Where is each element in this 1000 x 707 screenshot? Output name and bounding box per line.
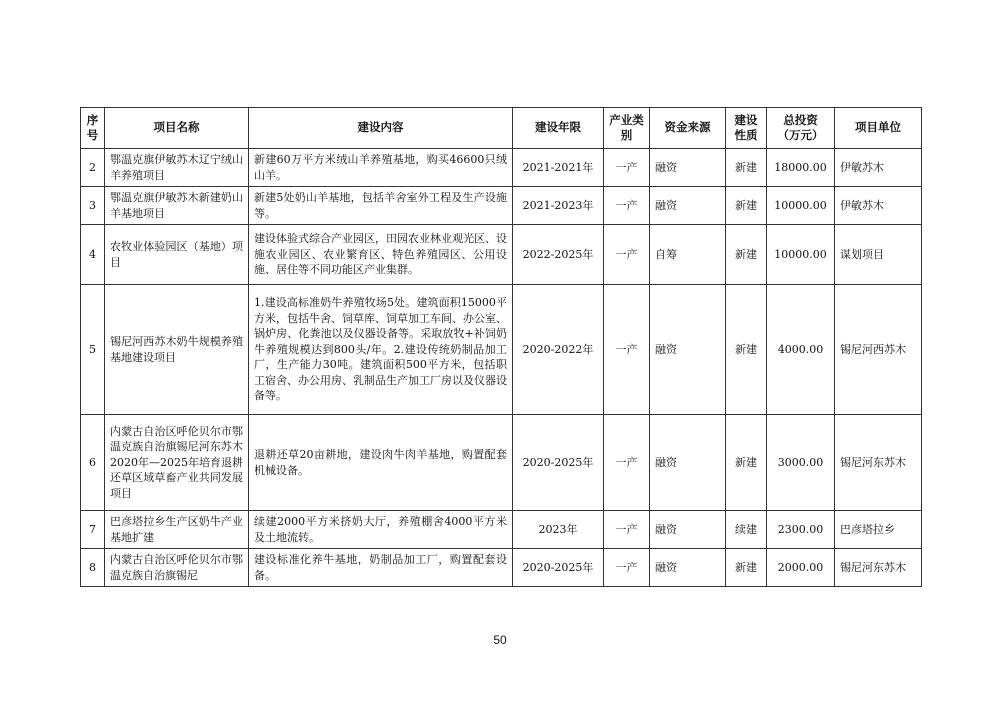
header-unit: 项目单位 <box>835 108 922 149</box>
table-row <box>81 285 922 415</box>
cell-content: 建设体验式综合产业园区，田园农业林业观光区、设施农业园区、农业繁育区、特色养殖园区、公用设施、居住等不同功能区产业集群。 <box>249 225 513 285</box>
cell-content: 退耕还草20亩耕地，建设肉牛肉羊基地，购置配套机械设备。 <box>249 415 513 511</box>
cell-industry: 一产 <box>604 149 650 187</box>
cell-industry: 一产 <box>604 549 650 587</box>
table-row <box>81 511 922 549</box>
cell-funding: 融资 <box>650 511 726 549</box>
cell-seq: 3 <box>81 187 105 225</box>
cell-funding: 融资 <box>650 549 726 587</box>
cell-content: 新建5处奶山羊基地，包括羊舍室外工程及生产设施等。 <box>249 187 513 225</box>
cell-unit: 锡尼河东苏木 <box>835 415 922 511</box>
page-number: 50 <box>493 633 507 647</box>
table-row <box>81 225 922 285</box>
header-seq: 序号 <box>81 108 105 149</box>
cell-nature: 续建 <box>726 511 767 549</box>
cell-seq: 6 <box>81 415 105 511</box>
table-row <box>81 549 922 587</box>
cell-funding: 融资 <box>650 285 726 415</box>
cell-unit: 巴彦塔拉乡 <box>835 511 922 549</box>
cell-nature: 新建 <box>726 415 767 511</box>
header-name: 项目名称 <box>105 108 249 149</box>
cell-nature: 新建 <box>726 549 767 587</box>
cell-investment: 3000.00 <box>767 415 835 511</box>
table-row <box>81 187 922 225</box>
cell-period: 2022-2025年 <box>513 225 604 285</box>
cell-period: 2021-2023年 <box>513 187 604 225</box>
cell-name: 巴彦塔拉乡生产区奶牛产业基地扩建 <box>105 511 249 549</box>
cell-name: 农牧业体验园区（基地）项目 <box>105 225 249 285</box>
header-nature: 建设性质 <box>726 108 767 149</box>
cell-nature: 新建 <box>726 149 767 187</box>
cell-name: 鄂温克旗伊敏苏木辽宁绒山羊养殖项目 <box>105 149 249 187</box>
header-industry: 产业类别 <box>604 108 650 149</box>
cell-funding: 融资 <box>650 187 726 225</box>
cell-name: 内蒙古自治区呼伦贝尔市鄂温克族自治旗锡尼 <box>105 549 249 587</box>
cell-nature: 新建 <box>726 285 767 415</box>
cell-investment: 2000.00 <box>767 549 835 587</box>
cell-name: 锡尼河西苏木奶牛规模养殖基地建设项目 <box>105 285 249 415</box>
cell-name: 鄂温克旗伊敏苏木新建奶山羊基地项目 <box>105 187 249 225</box>
cell-nature: 新建 <box>726 187 767 225</box>
cell-content: 1.建设高标准奶牛养殖牧场5处。建筑面积15000平方米，包括牛舍、饲草库、饲草加工车间、办公室、锅炉房、化粪池以及仪器设备等。采取放牧+补饲奶牛养殖规模达到800头/年。2.建设传统奶制品加工厂，生产能力30吨。建筑面积500平方米，包括职工宿舍、办公用房、乳制品生产加工厂房以及仪器设备等。 <box>249 285 513 415</box>
table-row <box>81 149 922 187</box>
cell-unit: 锡尼河西苏木 <box>835 285 922 415</box>
cell-period: 2023年 <box>513 511 604 549</box>
cell-industry: 一产 <box>604 285 650 415</box>
cell-unit: 伊敏苏木 <box>835 149 922 187</box>
header-funding: 资金来源 <box>650 108 726 149</box>
cell-funding: 自筹 <box>650 225 726 285</box>
cell-investment: 10000.00 <box>767 187 835 225</box>
cell-seq: 5 <box>81 285 105 415</box>
cell-content: 新建60万平方米绒山羊养殖基地，购买46600只绒山羊。 <box>249 149 513 187</box>
cell-period: 2020-2022年 <box>513 285 604 415</box>
cell-seq: 7 <box>81 511 105 549</box>
header-investment: 总投资（万元） <box>767 108 835 149</box>
cell-investment: 10000.00 <box>767 225 835 285</box>
cell-funding: 融资 <box>650 149 726 187</box>
cell-investment: 4000.00 <box>767 285 835 415</box>
cell-investment: 18000.00 <box>767 149 835 187</box>
cell-investment: 2300.00 <box>767 511 835 549</box>
cell-period: 2021-2021年 <box>513 149 604 187</box>
cell-unit: 伊敏苏木 <box>835 187 922 225</box>
cell-period: 2020-2025年 <box>513 549 604 587</box>
cell-nature: 新建 <box>726 225 767 285</box>
table-row <box>81 415 922 511</box>
cell-seq: 8 <box>81 549 105 587</box>
cell-seq: 2 <box>81 149 105 187</box>
header-content: 建设内容 <box>249 108 513 149</box>
cell-funding: 融资 <box>650 415 726 511</box>
cell-period: 2020-2025年 <box>513 415 604 511</box>
header-period: 建设年限 <box>513 108 604 149</box>
cell-content: 续建2000平方米挤奶大厅，养殖棚舍4000平方米及土地流转。 <box>249 511 513 549</box>
project-table <box>80 107 922 587</box>
cell-industry: 一产 <box>604 225 650 285</box>
cell-unit: 锡尼河东苏木 <box>835 549 922 587</box>
cell-seq: 4 <box>81 225 105 285</box>
cell-industry: 一产 <box>604 187 650 225</box>
cell-industry: 一产 <box>604 511 650 549</box>
cell-unit: 谋划项目 <box>835 225 922 285</box>
cell-name: 内蒙古自治区呼伦贝尔市鄂温克族自治旗锡尼河东苏木2020年—2025年培育退耕还草区域草畜产业共同发展项目 <box>105 415 249 511</box>
cell-industry: 一产 <box>604 415 650 511</box>
cell-content: 建设标准化养牛基地，奶制品加工厂，购置配套设备。 <box>249 549 513 587</box>
header-row <box>81 108 922 149</box>
